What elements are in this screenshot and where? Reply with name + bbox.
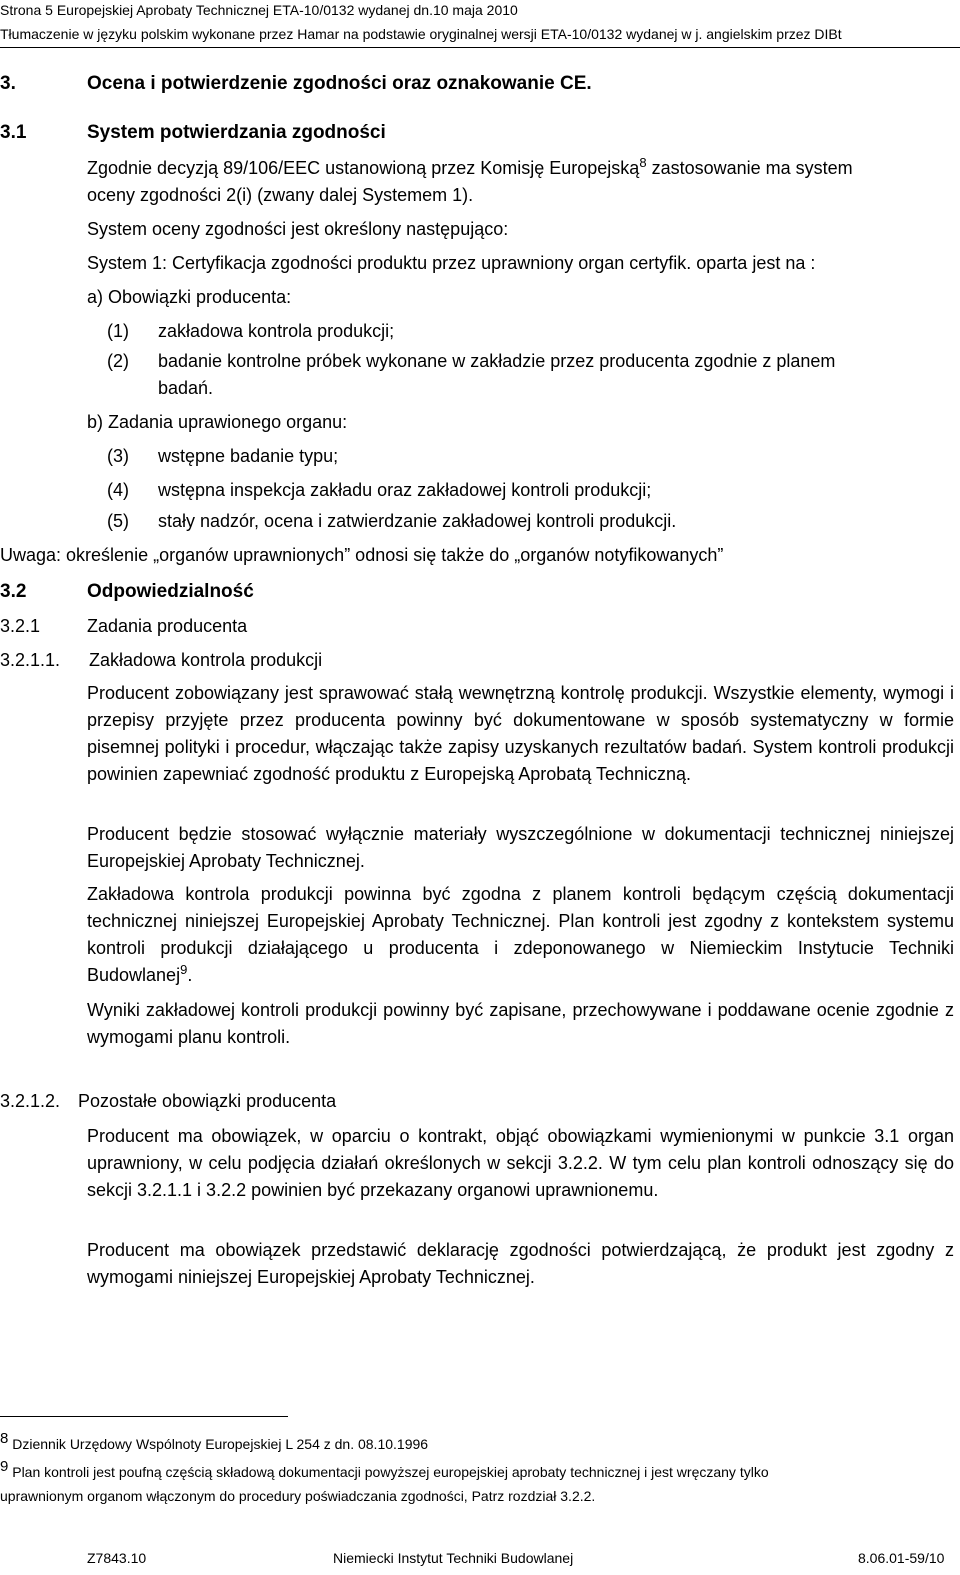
footer-institute: Niemiecki Instytut Techniki Budowlanej	[333, 1550, 574, 1566]
section-3-2-title: Odpowiedzialność	[87, 581, 254, 602]
list-item-number: (4)	[107, 480, 129, 500]
s31-paragraph-3: System 1: Certyfikacja zgodności produktu przez uprawniony organ certyfik. oparta jest na :	[87, 253, 816, 273]
s3211-paragraph-1: Producent zobowiązany jest sprawować stałą wewnętrzną kontrolę produkcji. Wszystkie elementy, wymogi i przepisy przyjęte przez producenta powinny być dokumentowane w sposób systematyczny w formie pisemnej polityki i procedur, włączając także zapisy uzyskanych rezultatów badań. System kontroli produkcji powinien zapewniać zgodność produktu z Europejską Aprobatą Techniczną.	[87, 683, 954, 784]
s3212-paragraph-2: Producent ma obowiązek przedstawić deklarację zgodności potwierdzającą, że produkt jest zgodny z wymogami niniejszej Europejskiej Aprobaty Technicznej.	[87, 1240, 954, 1287]
section-3-2-1-2-title: Pozostałe obowiązki producenta	[78, 1091, 337, 1111]
list-item-text: zakładowa kontrola produkcji;	[158, 321, 395, 341]
header-line-1: Strona 5 Europejskiej Aprobaty Technicznej ETA-10/0132 wydanej dn.10 maja 2010	[0, 2, 518, 18]
section-3-2-1-2-number: 3.2.1.2.	[0, 1091, 61, 1111]
section-3-number: 3.	[0, 73, 16, 94]
list-item-number: (2)	[107, 351, 129, 371]
section-3-1-title: System potwierdzania zgodności	[87, 122, 386, 143]
list-b-label: b) Zadania uprawionego organu:	[87, 412, 348, 432]
s3211-paragraph-3: Zakładowa kontrola produkcji powinna być zgodna z planem kontroli będącym częścią dokumentacji technicznej niniejszej Europejskiej Aprobaty Technicznej. Plan kontroli jest zgodny z kontekstem systemu kontroli produkcji działającego u producenta i zdeponowanego w Niemieckim Instytucie Techniki Budowlanej$^9$.	[87, 884, 954, 985]
section-3-2-number: 3.2	[0, 581, 27, 602]
header-rule	[0, 47, 960, 48]
list-a-label: a) Obowiązki producenta:	[87, 287, 292, 307]
list-item-number: (5)	[107, 511, 129, 531]
section-3-2-1-number: 3.2.1	[0, 616, 41, 636]
list-item-number: (3)	[107, 446, 129, 466]
list-item-text: badanie kontrolne próbek wykonane w zakładzie przez producenta zgodnie z planem	[158, 351, 836, 371]
list-item-text: stały nadzór, ocena i zatwierdzanie zakładowej kontroli produkcji.	[158, 511, 677, 531]
header-line-2: Tłumaczenie w języku polskim wykonane przez Hamar na podstawie oryginalnej wersji ETA-10/0132 wydanej w j. angielskim przez DIBt	[0, 26, 842, 42]
footnote-ref-8: 8	[639, 155, 647, 170]
footnote-separator	[0, 1416, 288, 1417]
section-3-2-1-1-number: 3.2.1.1.	[0, 650, 61, 670]
footer-ref: 8.06.01-59/10	[858, 1550, 945, 1566]
footer-doc-code: Z7843.10	[87, 1550, 147, 1566]
list-item-text: wstępna inspekcja zakładu oraz zakładowej kontroli produkcji;	[158, 480, 652, 500]
s3212-paragraph-1: Producent ma obowiązek, w oparciu o kontrakt, objąć obowiązkami wymienionymi w punkcie 3.1 organ uprawniony, w celu podjęcia działań określonych w sekcji 3.2.2. W tym celu plan kontroli odnoszący się do sekcji 3.2.1.1 i 3.2.2 powinien być przekazany organowi uprawnionemu.	[87, 1126, 954, 1200]
section-3-title: Ocena i potwierdzenie zgodności oraz oznakowanie CE.	[87, 73, 592, 94]
note: Uwaga: określenie „organów uprawnionych” odnosi się także do „organów notyfikowanych”	[0, 545, 724, 565]
s31-paragraph-2: System oceny zgodności jest określony następująco:	[87, 219, 509, 239]
section-3-2-1-title: Zadania producenta	[87, 616, 248, 636]
footnote-9-continued: uprawnionym organom włączonym do procedury poświadczania zgodności, Patrz rozdział 3.2.2.	[0, 1488, 596, 1504]
list-item-text: wstępne badanie typu;	[158, 446, 339, 466]
footnote-9: 9 Plan kontroli jest poufną częścią składową dokumentacji powyższej europejskiej aprobaty technicznej i jest wręczany tylko	[0, 1458, 769, 1480]
footnote-ref-9: 9	[180, 962, 188, 977]
s31-paragraph-1-line-2: oceny zgodności 2(i) (zwany dalej Systemem 1).	[87, 185, 474, 205]
s31-paragraph-1-line-1: Zgodnie decyzją 89/106/EEC ustanowioną przez Komisję Europejską$^8$ zastosowanie ma system	[87, 155, 853, 178]
section-3-1-number: 3.1	[0, 122, 27, 143]
s3211-paragraph-2: Producent będzie stosować wyłącznie materiały wyszczególnione w dokumentacji technicznej niniejszej Europejskiej Aprobaty Technicznej.	[87, 824, 954, 871]
section-3-2-1-1-title: Zakładowa kontrola produkcji	[89, 650, 323, 670]
footnote-8: 8 Dziennik Urzędowy Wspólnoty Europejskiej L 254 z dn. 08.10.1996	[0, 1430, 429, 1452]
s3211-paragraph-4: Wyniki zakładowej kontroli produkcji powinny być zapisane, przechowywane i poddawane ocenie zgodnie z wymogami planu kontroli.	[87, 1000, 954, 1047]
list-item-text-continued: badań.	[158, 378, 214, 398]
list-item-number: (1)	[107, 321, 129, 341]
